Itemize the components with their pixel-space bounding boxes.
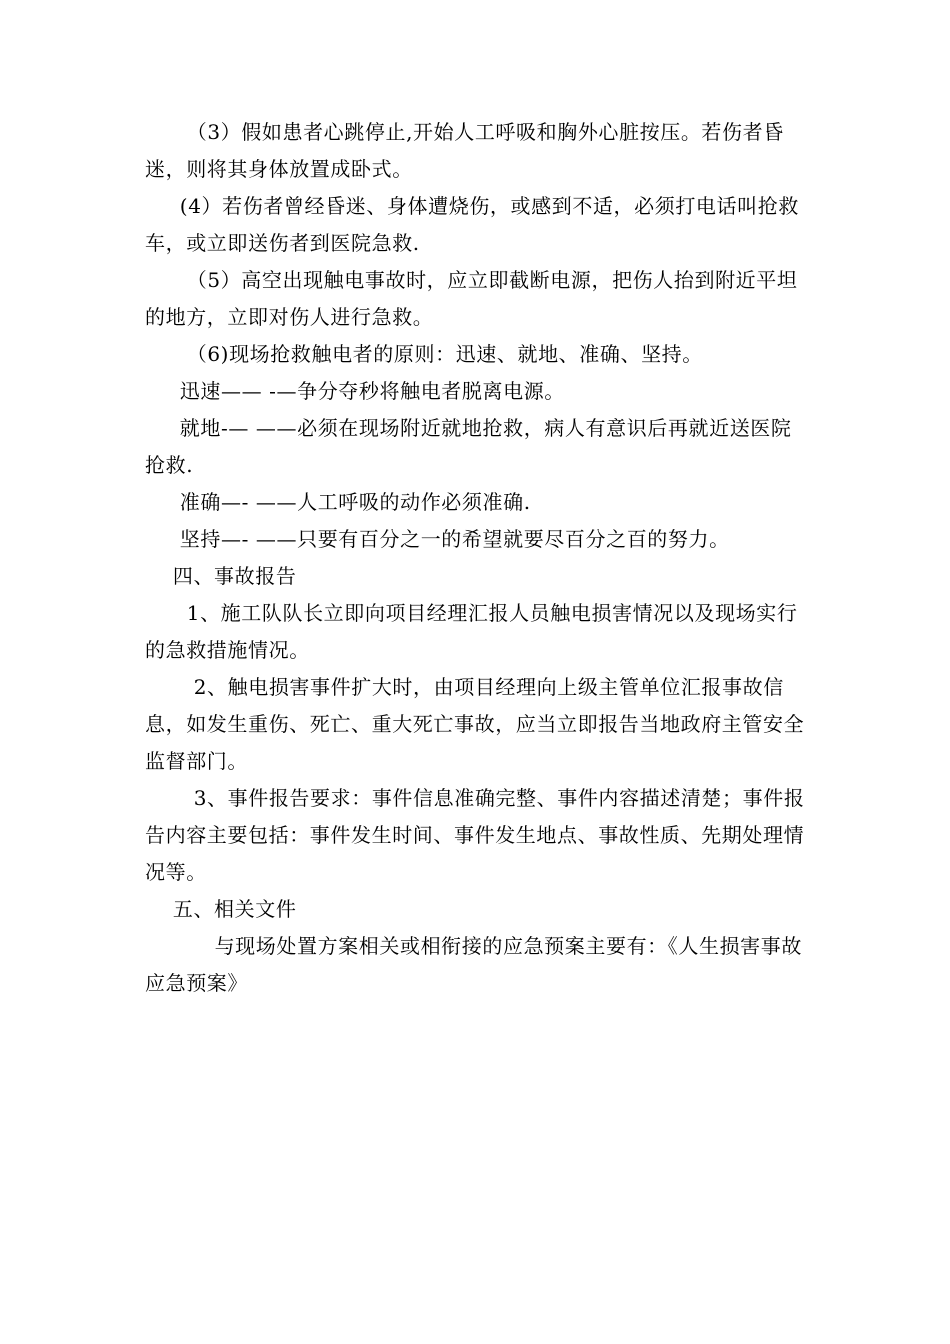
paragraph-related-docs: 与现场处置方案相关或相衔接的应急预案主要有：《人生损害事故应急预案》 xyxy=(145,934,802,995)
paragraph-principle-onsite: 就地-— ——必须在现场附近就地抢救，病人有意识后再就近送医院抢救. xyxy=(145,416,792,477)
paragraph-first-aid-5: （5）高空出现触电事故时，应立即截断电源，把伤人抬到附近平坦的地方，立即对伤人进行急救。 xyxy=(145,268,798,329)
paragraph-report-1: 1、施工队队长立即向项目经理汇报人员触电损害情况以及现场实行的急救措施情况。 xyxy=(145,601,798,662)
section-heading-related-docs: 五、相关文件 xyxy=(145,897,297,921)
paragraph-principle-accuracy: 准确—- ——人工呼吸的动作必须准确. xyxy=(145,490,531,514)
paragraph-first-aid-4: (4）若伤者曾经昏迷、身体遭烧伤，或感到不适，必须打电话叫抢救车，或立即送伤者到医院急救. xyxy=(145,194,799,255)
section-heading-accident-report: 四、事故报告 xyxy=(145,564,297,588)
paragraph-report-2: 2、触电损害事件扩大时，由项目经理向上级主管单位汇报事故信息，如发生重伤、死亡、重大死亡事故，应当立即报告当地政府主管安全监督部门。 xyxy=(145,675,805,773)
document-body xyxy=(145,114,810,1002)
paragraph-principle-persist: 坚持—- ——只要有百分之一的希望就要尽百分之百的努力。 xyxy=(145,527,730,551)
paragraph-report-3: 3、事件报告要求：事件信息准确完整、事件内容描述清楚；事件报告内容主要包括：事件发生时间、事件发生地点、事故性质、先期处理情况等。 xyxy=(145,786,805,884)
paragraph-principle-speed: 迅速—— -—争分夺秒将触电者脱离电源。 xyxy=(145,379,565,403)
paragraph-first-aid-6: （6)现场抢救触电者的原则：迅速、就地、准确、坚持。 xyxy=(145,342,703,366)
paragraph-first-aid-3: （3）假如患者心跳停止,开始人工呼吸和胸外心脏按压。若伤者昏迷，则将其身体放置成卧式。 xyxy=(145,120,784,181)
